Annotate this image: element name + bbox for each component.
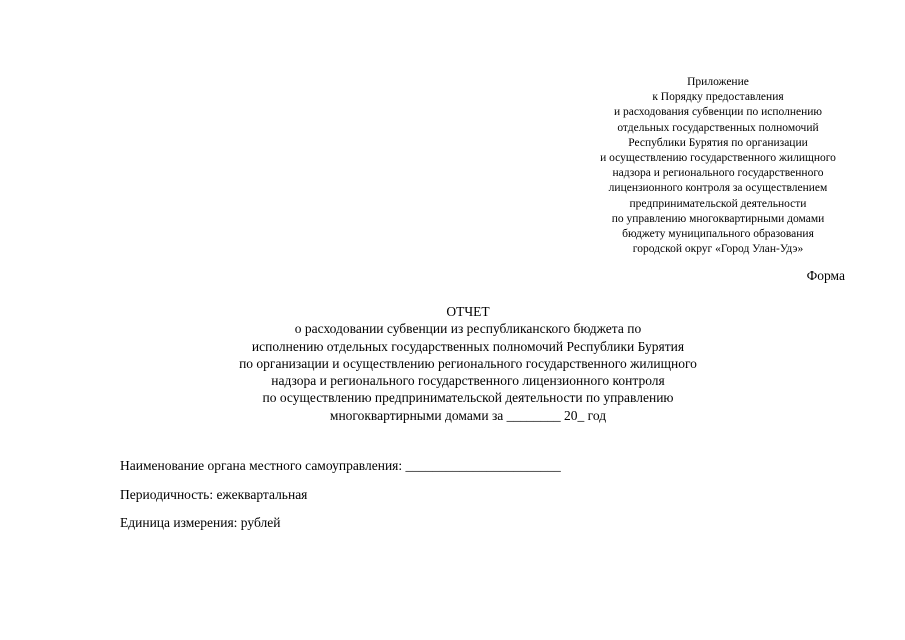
form-label: Форма — [806, 268, 845, 283]
appendix-line: по управлению многоквартирными домами — [611, 212, 825, 225]
report-subtitle-line: по организации и осуществлению регионального государственного жилищного — [239, 355, 697, 371]
appendix-line: к Порядку предоставления — [652, 91, 784, 104]
org-name-field: Наименование органа местного самоуправления: _______________________ — [120, 458, 561, 473]
report-subtitle-line: по осуществлению предпринимательской деятельности по управлению — [262, 390, 674, 406]
appendix-line: лицензионного контроля за осуществлением — [608, 182, 828, 195]
report-title: ОТЧЕТ — [446, 304, 490, 319]
appendix-line: городской округ «Город Улан-Удэ» — [632, 243, 804, 256]
report-subtitle-line: многоквартирными домами за ________ 20_ год — [329, 407, 607, 423]
appendix-line: отдельных государственных полномочий — [617, 121, 819, 134]
appendix-line: надзора и регионального государственного — [612, 167, 824, 180]
report-heading — [150, 303, 786, 424]
appendix-line: бюджету муниципального образования — [622, 228, 814, 241]
report-subtitle-line: надзора и регионального государственного лицензионного контроля — [271, 373, 665, 389]
report-subtitle-line: о расходовании субвенции из республиканского бюджета по — [294, 321, 642, 337]
appendix-line: Приложение — [687, 76, 749, 88]
appendix-line: предпринимательской деятельности — [629, 197, 807, 210]
appendix-line: Республики Бурятия по организации — [628, 136, 808, 149]
unit-field: Единица измерения: рублей — [120, 515, 281, 530]
appendix-line: и расходования субвенции по исполнению — [613, 106, 823, 119]
report-subtitle-line: исполнению отдельных государственных полномочий Республики Бурятия — [251, 338, 685, 354]
periodicity-field: Периодичность: ежеквартальная — [120, 487, 308, 502]
appendix-block — [568, 75, 868, 257]
appendix-line: и осуществлению государственного жилищного — [600, 152, 836, 165]
